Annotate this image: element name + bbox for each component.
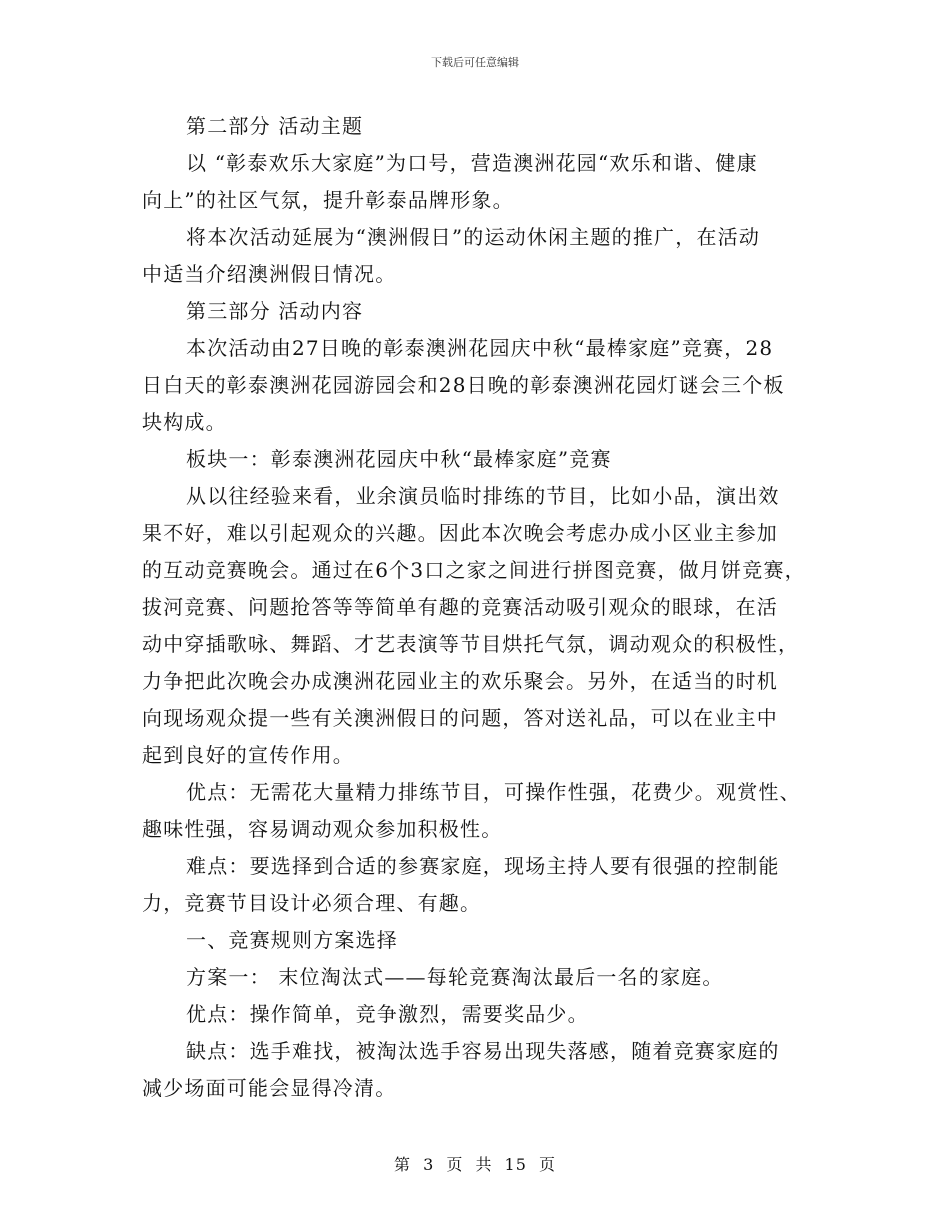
- text-line: 动中穿插歌咏、舞蹈、才艺表演等节目烘托气氛，调动观众的积极性，: [142, 632, 800, 656]
- text-line: 从以往经验来看，业余演员临时排练的节目，比如小品，演出效: [186, 484, 780, 508]
- text-line: 减少场面可能会显得冷清。: [142, 1076, 397, 1100]
- text-line: 缺点：选手难找，被淘汰选手容易出现失落感，随着竞赛家庭的: [186, 1039, 780, 1063]
- document-body: [142, 108, 822, 1107]
- text-line: 趣味性强，容易调动观众参加积极性。: [142, 817, 503, 841]
- text-line: 板块一：彰泰澳洲花园庆中秋“最棒家庭”竞赛: [186, 447, 612, 471]
- page-footer-number: 第 3 页 共 15 页: [394, 1155, 556, 1174]
- text-line: 第二部分 活动主题: [186, 114, 364, 138]
- text-line: 的互动竞赛晚会。通过在6个3口之家之间进行拼图竞赛，做月饼竞赛，: [142, 558, 806, 582]
- text-line: 果不好，难以引起观众的兴趣。因此本次晚会考虑办成小区业主参加: [142, 521, 778, 545]
- text-line: 中适当介绍澳洲假日情况。: [142, 262, 397, 286]
- text-line: 力争把此次晚会办成澳洲花园业主的欢乐聚会。另外，在适当的时机: [142, 669, 778, 693]
- text-line: 一、竞赛规则方案选择: [186, 928, 398, 952]
- text-line: 优点：无需花大量精力排练节目，可操作性强，花费少。观赏性、: [186, 780, 801, 804]
- text-line: 力，竞赛节目设计必须合理、有趣。: [142, 891, 482, 915]
- text-line: 向上”的社区气氛，提升彰泰品牌形象。: [142, 188, 514, 212]
- text-line: 块构成。: [142, 410, 227, 434]
- text-line: 优点：操作简单，竞争激烈，需要奖品少。: [186, 1002, 589, 1026]
- page-header-note: 下载后可任意编辑: [431, 56, 519, 69]
- text-line: 方案一： 末位淘汰式——每轮竞赛淘汰最后一名的家庭。: [186, 965, 724, 989]
- text-line: 本次活动由27日晚的彰泰澳洲花园庆中秋“最棒家庭”竞赛，28: [186, 336, 774, 360]
- text-line: 起到良好的宣传作用。: [142, 743, 354, 767]
- text-line: 日白天的彰泰澳洲花园游园会和28日晚的彰泰澳洲花园灯谜会三个板: [142, 373, 785, 397]
- text-line: 向现场观众提一些有关澳洲假日的问题，答对送礼品，可以在业主中: [142, 706, 778, 730]
- text-line: 将本次活动延展为“澳洲假日”的运动休闲主题的推广，在活动: [186, 225, 761, 249]
- text-line: 以 “彰泰欢乐大家庭”为口号，营造澳洲花园“欢乐和谐、健康: [186, 151, 758, 175]
- text-line: 第三部分 活动内容: [186, 299, 364, 323]
- text-line: 难点：要选择到合适的参赛家庭，现场主持人要有很强的控制能: [186, 854, 780, 878]
- text-line: 拔河竞赛、问题抢答等等简单有趣的竞赛活动吸引观众的眼球，在活: [142, 595, 778, 619]
